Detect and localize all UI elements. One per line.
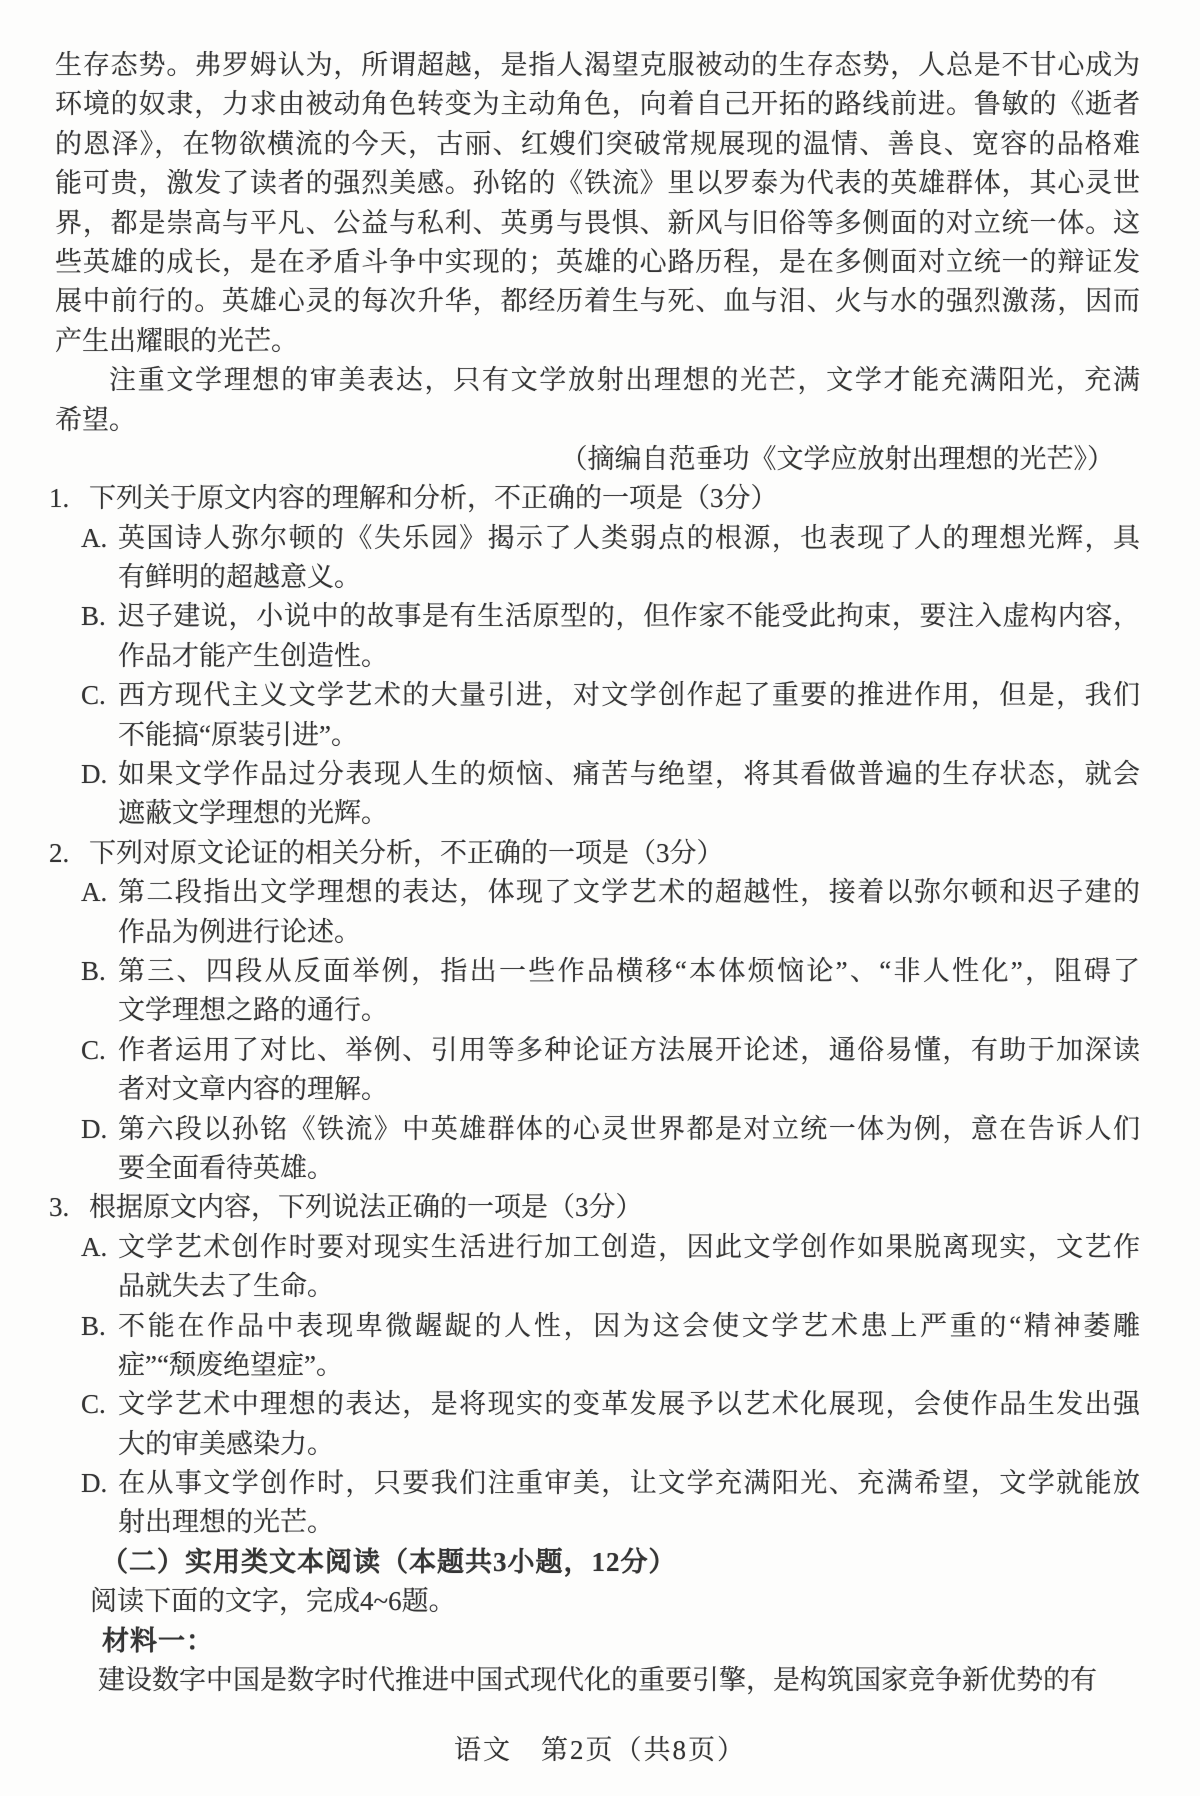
- option-text-line: 迟子建说，小说中的故事是有生活原型的，但作家不能受此拘束，要注入虚构内容，: [118, 601, 1140, 632]
- question-stem-row: [49, 1188, 1140, 1227]
- option-label: D.: [81, 1113, 108, 1144]
- option-text-line: 在从事文学创作时，只要我们注重审美，让文学充满阳光、充满希望，文学就能放: [118, 1468, 1140, 1499]
- reading-instruction: 阅读下面的文字，完成4~6题。: [90, 1586, 456, 1617]
- passage-line: 的恩泽》，在物欲横流的今天，古丽、红嫂们突破常规展现的温情、善良、宽容的品格难: [55, 128, 1140, 159]
- option-text-line: 作者运用了对比、举例、引用等多种论证方法展开论述，通俗易懂，有助于加深读: [118, 1034, 1140, 1065]
- option-text-line: 有鲜明的超越意义。: [118, 562, 361, 593]
- option-text: [118, 1110, 1140, 1189]
- material-one-label: 材料一：: [102, 1625, 214, 1656]
- option-text: [118, 755, 1140, 834]
- option-row: [81, 597, 1140, 676]
- option-row: [81, 755, 1140, 834]
- question-block: [49, 479, 1140, 834]
- material-one-opening-line: 建设数字中国是数字时代推进中国式现代化的重要引擎，是构筑国家竞争新优势的有: [98, 1665, 1097, 1696]
- passage-line: 些英雄的成长，是在矛盾斗争中实现的；英雄的心路历程，是在多侧面对立统一的辩证发: [55, 246, 1140, 277]
- option-text-line: 不能搞“原装引进”。: [118, 719, 358, 750]
- question-number: 3.: [49, 1192, 70, 1223]
- option-row: [81, 1385, 1140, 1464]
- option-label: A.: [81, 877, 108, 908]
- option-row: [81, 1110, 1140, 1189]
- option-row: [81, 1307, 1140, 1386]
- option-text-line: 大的审美感染力。: [118, 1428, 334, 1459]
- option-text: [118, 873, 1140, 952]
- option-text-line: 英国诗人弥尔顿的《失乐园》揭示了人类弱点的根源，也表现了人的理想光辉，具: [118, 522, 1140, 553]
- option-label: B.: [81, 601, 106, 632]
- option-text-line: 第三、四段从反面举例，指出一些作品横移“本体烦恼论”、“非人性化”，阻碍了: [118, 955, 1140, 986]
- option-label: B.: [81, 1310, 106, 1341]
- passage-line: 能可贵，激发了读者的强烈美感。孙铭的《铁流》里以罗泰为代表的英雄群体，其心灵世: [55, 168, 1140, 199]
- passage-attribution: （摘编自范垂功《文学应放射出理想的光芒》）: [560, 443, 1114, 474]
- option-row: [81, 519, 1140, 598]
- passage-line: 环境的奴隶，力求由被动角色转变为主动角色，向着自己开拓的路线前进。鲁敏的《逝者: [55, 89, 1140, 120]
- multiple-choice-questions: [49, 479, 1140, 1543]
- option-text: [118, 1031, 1140, 1110]
- option-text-line: 如果文学作品过分表现人生的烦恼、痛苦与绝望，将其看做普遍的生存状态，就会: [118, 759, 1140, 790]
- passage-line: 展中前行的。英雄心灵的每次升华，都经历着生与死、血与泪、火与水的强烈激荡，因而: [55, 286, 1140, 317]
- option-text-line: 者对文章内容的理解。: [118, 1074, 388, 1105]
- exam-page: [49, 46, 1140, 1700]
- option-label: A.: [81, 1231, 108, 1262]
- passage-line: 希望。: [55, 404, 136, 435]
- option-label: A.: [81, 522, 108, 553]
- option-text-line: 作品才能产生创造性。: [118, 640, 388, 671]
- option-label: C.: [81, 680, 106, 711]
- question-stem: 下列对原文论证的相关分析，不正确的一项是（3分）: [89, 837, 724, 868]
- passage-line: 注重文学理想的审美表达，只有文学放射出理想的光芒，文学才能充满阳光，充满: [109, 365, 1140, 396]
- question-block: [49, 834, 1140, 1189]
- option-row: [81, 952, 1140, 1031]
- option-label: C.: [81, 1389, 106, 1420]
- option-text-line: 品就失去了生命。: [118, 1271, 334, 1302]
- option-text-line: 文学艺术创作时要对现实生活进行加工创造，因此文学创作如果脱离现实，文艺作: [118, 1231, 1140, 1262]
- question-stem-row: [49, 834, 1140, 873]
- option-row: [81, 1464, 1140, 1543]
- option-label: D.: [81, 759, 108, 790]
- page-footer: 语文 第2页（共8页）: [454, 1735, 746, 1765]
- question-number: 1.: [49, 483, 70, 514]
- option-text: [118, 1464, 1140, 1543]
- option-text-line: 第六段以孙铭《铁流》中英雄群体的心灵世界都是对立统一体为例，意在告诉人们: [118, 1113, 1140, 1144]
- option-text: [118, 1385, 1140, 1464]
- option-text: [118, 1228, 1140, 1307]
- option-row: [81, 1031, 1140, 1110]
- passage-continuation: [55, 46, 1140, 440]
- question-block: [49, 1188, 1140, 1543]
- option-text: [118, 676, 1140, 755]
- option-text-line: 文学艺术中理想的表达，是将现实的变革发展予以艺术化展现，会使作品生发出强: [118, 1389, 1140, 1420]
- option-text: [118, 519, 1140, 598]
- option-row: [81, 1228, 1140, 1307]
- option-text: [118, 1307, 1140, 1386]
- passage-line: 界，都是崇高与平凡、公益与私利、英勇与畏惧、新风与旧俗等多侧面的对立统一体。这: [55, 207, 1140, 238]
- section-two-heading: （二）实用类文本阅读（本题共3小题，12分）: [101, 1546, 677, 1577]
- option-text: [118, 952, 1140, 1031]
- question-stem: 根据原文内容，下列说法正确的一项是（3分）: [89, 1192, 643, 1223]
- passage-line: 生存态势。弗罗姆认为，所谓超越，是指人渴望克服被动的生存态势，人总是不甘心成为: [55, 50, 1140, 80]
- option-label: B.: [81, 955, 106, 986]
- option-text-line: 第二段指出文学理想的表达，体现了文学艺术的超越性，接着以弥尔顿和迟子建的: [118, 877, 1140, 908]
- question-number: 2.: [49, 837, 70, 868]
- option-text-line: 遮蔽文学理想的光辉。: [118, 798, 388, 829]
- question-stem: 下列关于原文内容的理解和分析，不正确的一项是（3分）: [89, 483, 778, 514]
- option-label: C.: [81, 1034, 106, 1065]
- question-stem-row: [49, 479, 1140, 518]
- option-text-line: 文学理想之路的通行。: [118, 995, 388, 1026]
- option-text-line: 射出理想的光芒。: [118, 1507, 334, 1538]
- option-text-line: 不能在作品中表现卑微龌龊的人性，因为这会使文学艺术患上严重的“精神萎雕: [118, 1310, 1140, 1341]
- option-text-line: 作品为例进行论述。: [118, 916, 361, 947]
- passage-paragraph: [55, 361, 1140, 440]
- option-text-line: 要全面看待英雄。: [118, 1152, 334, 1183]
- passage-paragraph: [55, 46, 1140, 361]
- passage-line: 产生出耀眼的光芒。: [55, 325, 298, 356]
- option-text-line: 西方现代主义文学艺术的大量引进，对文学创作起了重要的推进作用，但是，我们: [118, 680, 1140, 711]
- option-row: [81, 873, 1140, 952]
- option-text-line: 症”“颓废绝望症”。: [118, 1349, 343, 1380]
- option-text: [118, 597, 1140, 676]
- option-row: [81, 676, 1140, 755]
- option-label: D.: [81, 1468, 108, 1499]
